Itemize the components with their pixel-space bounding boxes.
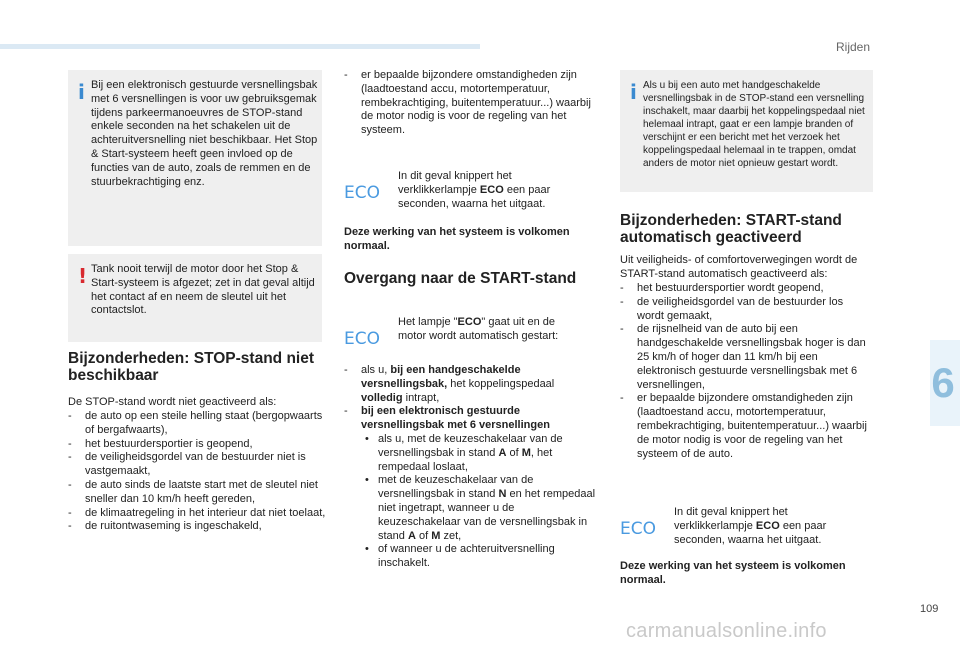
start-conditions-list — [344, 364, 596, 571]
eco-indicator-icon: ECO — [620, 519, 656, 539]
list-item: • of wanneer u de achteruitversnelling inschakelt. — [361, 543, 596, 571]
normal-operation-note: Deze werking van het systeem is volkomen normaal. — [620, 560, 846, 586]
list-item: - er bepaalde bijzondere omstandigheden zijn (laadtoestand accu, motortemperatuur, rembekrachtiging, buitentemperatuur...) waarbij de motor nodig is voor de regeling van het systeem. — [344, 69, 594, 138]
list-item: - het bestuurdersportier is geopend, — [68, 438, 328, 452]
info-box-text: Bij een elektronisch gestuurde versnellingsbak met 6 versnellingen is voor uw gebruiksgemak tijdens parkeermanoeuvres de STOP-stand enkele seconden na het schakelen uit de achteruitversnelling niet beschikbaar. Het Stop & Start-systeem heeft geen invloed op de functies van de auto, zoals de remmen en de stuurbekrachtiging enz. — [91, 79, 318, 188]
eco-blink-note: In dit geval knippert het verklikkerlampje ECO een paar seconden, waarna het uitgaat. — [674, 506, 827, 546]
info-icon: i — [78, 80, 85, 104]
chapter-tab[interactable] — [930, 340, 960, 426]
info-icon: i — [630, 80, 637, 104]
watermark: carmanualsonline.info — [626, 620, 827, 642]
section-title: Rijden — [836, 40, 871, 54]
list-item: - de veiligheidsgordel van de bestuurder niet is vastgemaakt, — [68, 451, 328, 479]
chapter-number: 6 — [931, 359, 955, 406]
normal-operation-note: Deze werking van het systeem is volkomen normaal. — [344, 226, 570, 252]
list-item: • met de keuzeschakelaar van de versnellingsbak in stand N en het rempedaal niet ingetrapt, wanneer u de keuzeschakelaar van de versnellingsbak in stand A of M zet, — [361, 474, 596, 543]
list-item: - de veiligheidsgordel van de bestuurder los wordt gemaakt, — [620, 296, 872, 324]
stop-conditions-list — [68, 410, 328, 534]
warning-box-refuel — [68, 254, 322, 342]
warning-icon: ! — [78, 264, 88, 288]
warning-box-text: Tank nooit terwijl de motor door het Stop & Start-systeem is afgezet; zet in dat geval altijd het contact af en neem de sleutel uit het contactslot. — [91, 263, 315, 317]
list-item: - de klimaatregeling in het interieur dat niet toelaat, — [68, 507, 328, 521]
info-box-clutch — [620, 70, 873, 192]
eco-off-note: Het lampje "ECO" gaat uit en de motor wordt automatisch gestart: — [398, 316, 559, 342]
eco-blink-note: In dit geval knippert het verklikkerlampje ECO een paar seconden, waarna het uitgaat. — [398, 170, 551, 210]
list-item: - er bepaalde bijzondere omstandigheden zijn (laadtoestand accu, motortemperatuur, rembekrachtiging, buitentemperatuur...) waarbij de motor nodig is voor de regeling van het systeem of de auto. — [620, 392, 872, 461]
start-subconditions-list — [361, 433, 596, 571]
stop-intro: De STOP-stand wordt niet geactiveerd als: — [68, 396, 277, 408]
list-item: - de ruitontwaseming is ingeschakeld, — [68, 520, 328, 534]
header-accent-bar — [0, 44, 480, 49]
stop-conditions-list-continued — [344, 69, 594, 138]
list-item: - het bestuurdersportier wordt geopend, — [620, 282, 872, 296]
heading-start-auto-activated: Bijzonderheden: START-stand automatisch geactiveerd — [620, 212, 842, 246]
info-box-gearbox — [68, 70, 322, 246]
list-item: - de auto sinds de laatste start met de sleutel niet sneller dan 10 km/h heeft gereden, — [68, 479, 328, 507]
list-item: - de rijsnelheid van de auto bij een handgeschakelde versnellingsbak hoger is dan 25 km/h of hoger dan 11 km/h bij een elektronisch gestuurde versnellingsbak met 6 versnellingen, — [620, 323, 872, 392]
list-item: - de auto op een steile helling staat (bergopwaarts of bergafwaarts), — [68, 410, 328, 438]
info-box-text: Als u bij een auto met handgeschakelde versnellingsbak in de STOP-stand een versnelling inschakelt, maar daarbij het koppelingspedaal niet helemaal intrapt, gaat er een lampje branden of verschijnt er een bericht met het verzoek het koppelingspedaal helemaal in te trappen, omdat anders de motor niet opnieuw gestart wordt. — [643, 80, 865, 169]
list-item: - bij een elektronisch gestuurde versnellingsbak met 6 versnellingen • als u, met de keuzeschakelaar van de versnellingsbak in stand A of M, het rempedaal loslaat, • met de keuzeschakelaar van de versnellingsbak in stand N en het rempedaal niet ingetrapt, wanneer u de keuzeschakelaar van de versnellingsbak in stand A of M zet, • of wanneer u de achteruitversnelling inschakelt. — [344, 405, 596, 571]
list-item: - als u, bij een handgeschakelde versnellingsbak, het koppelingspedaal volledig intrapt, — [344, 364, 596, 405]
eco-indicator-icon: ECO — [344, 329, 380, 349]
heading-stop-not-available: Bijzonderheden: STOP-stand niet beschikbaar — [68, 350, 315, 384]
start-auto-intro: Uit veiligheids- of comfortoverwegingen wordt de START-stand automatisch geactiveerd als: — [620, 254, 858, 280]
list-item: • als u, met de keuzeschakelaar van de versnellingsbak in stand A of M, het rempedaal loslaat, — [361, 433, 596, 474]
start-auto-conditions-list — [620, 282, 872, 461]
page-number: 109 — [920, 603, 939, 615]
eco-indicator-icon: ECO — [344, 183, 380, 203]
heading-transition-start: Overgang naar de START-stand — [344, 270, 577, 287]
